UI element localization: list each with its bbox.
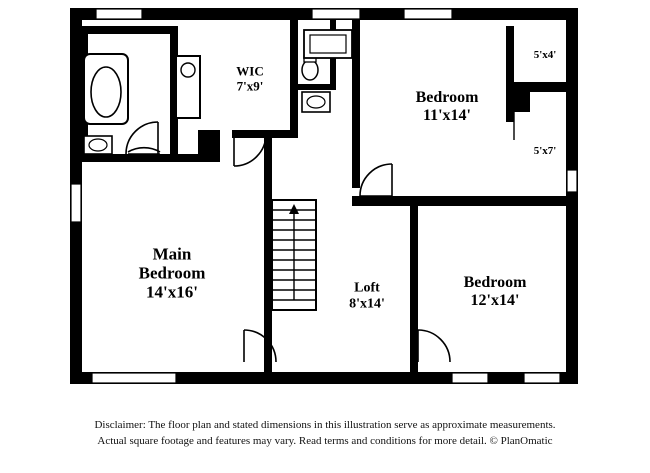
room-name-line1: Loft <box>354 280 380 296</box>
room-label-closet-5x7 <box>534 145 557 157</box>
wall-blocks <box>198 82 530 162</box>
room-dimensions: 11'x14' <box>422 107 471 124</box>
room-dimensions: 14'x16' <box>146 282 198 302</box>
room-name-line1: Bedroom <box>415 89 479 107</box>
disclaimer-line-2: Actual square footage and features may vary. Read terms and conditions for more detail. © PlanOmatic <box>97 434 553 447</box>
room-label-bedroom-12x14 <box>464 274 527 310</box>
room-dimensions: 8'x14' <box>349 296 385 311</box>
disclaimer-line-1: Disclaimer: The floor plan and stated dimensions in this illustration serve as approximate measurements. <box>94 419 556 431</box>
room-name-line1: Bedroom <box>463 274 527 292</box>
room-dimensions: 7'x9' <box>236 78 264 93</box>
room-dimensions: 12'x14' <box>470 292 520 309</box>
doors <box>126 110 514 362</box>
room-dimensions: 5'x4' <box>533 48 557 61</box>
room-label-closet-5x4 <box>534 49 557 61</box>
room-name-line2: Bedroom <box>138 263 206 283</box>
interior-walls <box>80 20 574 384</box>
room-dimensions: 5'x7' <box>533 144 557 157</box>
disclaimer <box>0 418 650 450</box>
staircase <box>272 200 316 310</box>
room-label-bedroom-11x14 <box>416 89 479 125</box>
room-name-line1: WIC <box>236 63 264 79</box>
room-label-loft <box>349 280 385 311</box>
room-label-main-bedroom <box>139 244 206 301</box>
room-label-wic <box>236 64 263 93</box>
room-name-line1: Main <box>152 244 192 264</box>
